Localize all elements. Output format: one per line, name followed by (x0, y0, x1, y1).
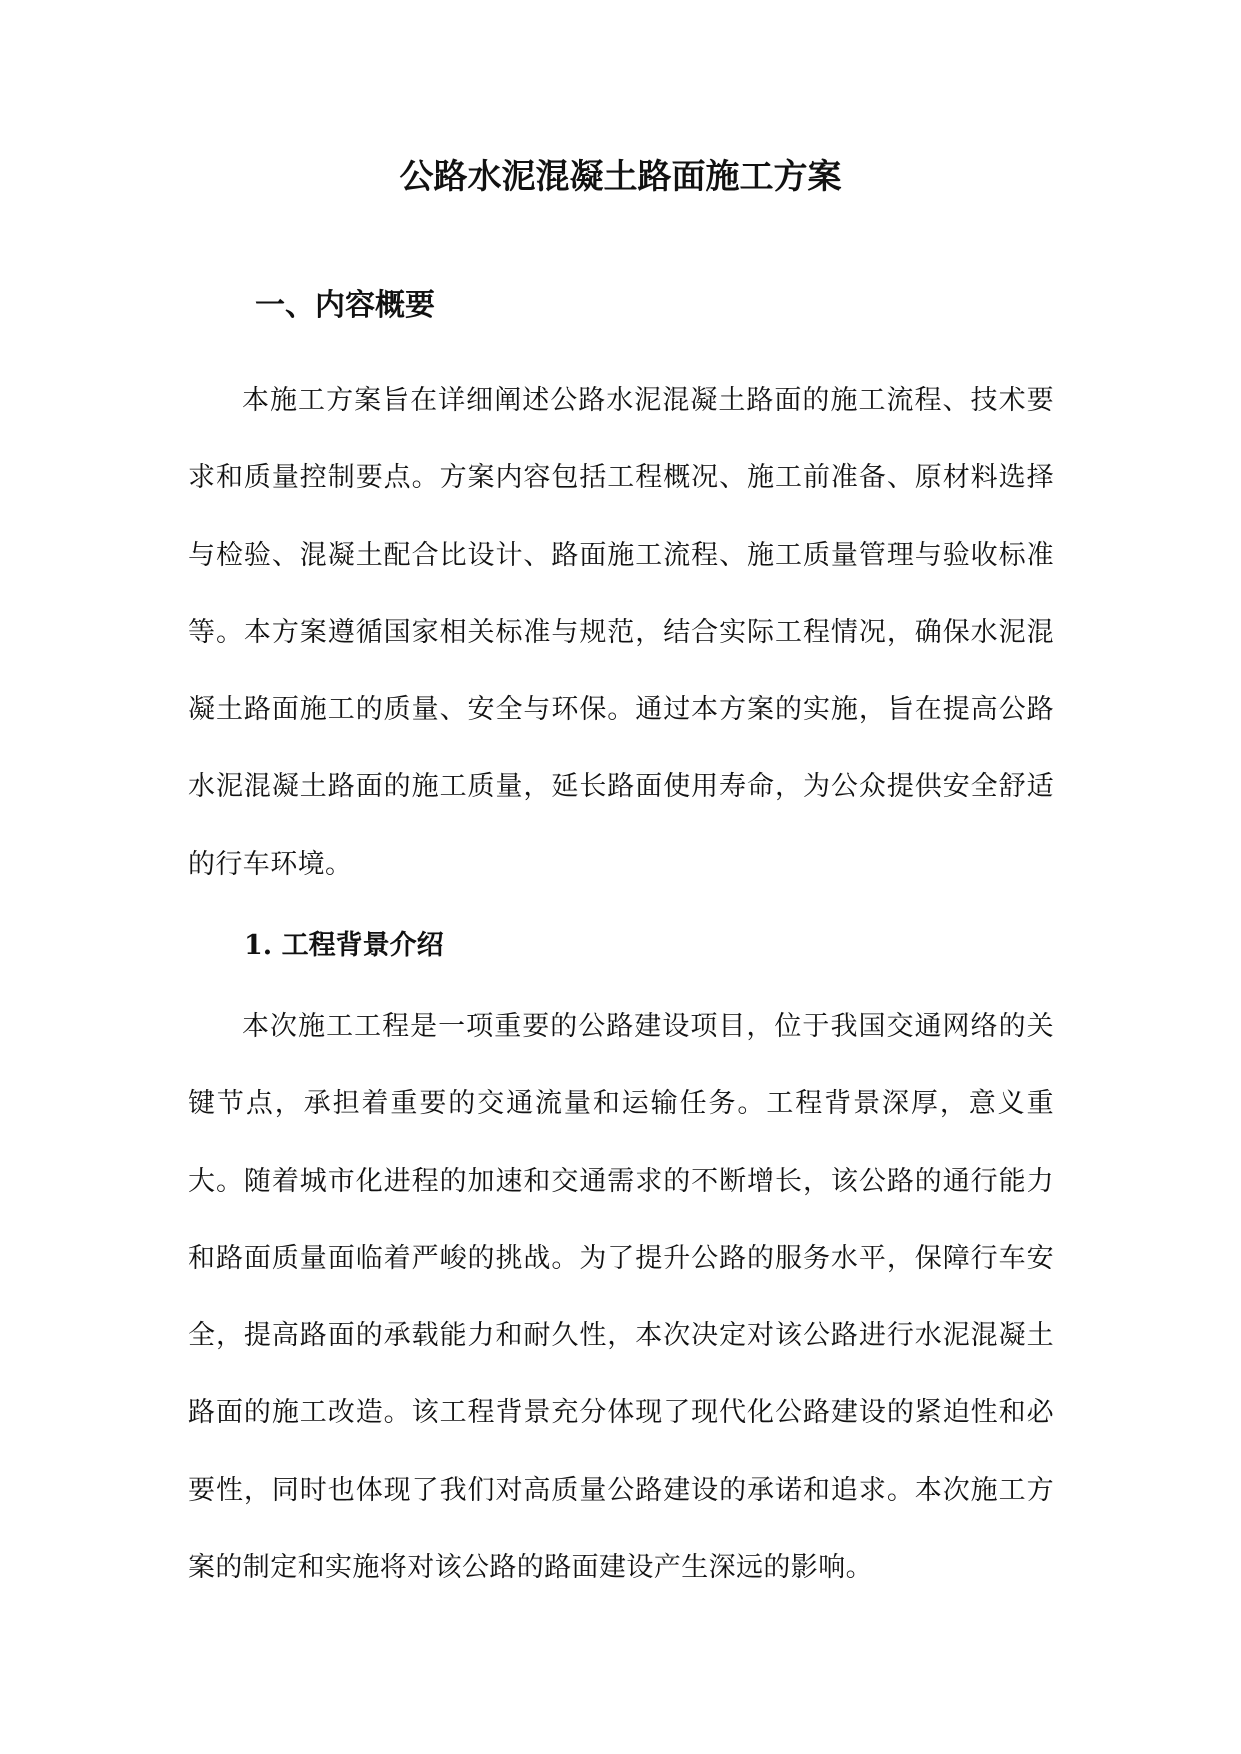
section-heading-background: 1. 工程背景介绍 (244, 930, 444, 961)
section-paragraph-background: 本次施工工程是一项重要的公路建设项目，位于我国交通网络的关键节点，承担着重要的交通流量和运输任务。工程背景深厚，意义重大。随着城市化进程的加速和交通需求的不断增长，该公路的通行能力和路面质量面临着严峻的挑战。为了提升公路的服务水平，保障行车安全，提高路面的承载能力和耐久性，本次决定对该公路进行水泥混凝土路面的施工改造。该工程背景充分体现了现代化公路建设的紧迫性和必要性，同时也体现了我们对高质量公路建设的承诺和追求。本次施工方案的制定和实施将对该公路的路面建设产生深远的影响。 (188, 1011, 1054, 1584)
document-title: 公路水泥混凝土路面施工方案 (399, 157, 842, 197)
section-heading-summary: 一、内容概要 (255, 288, 435, 323)
section-paragraph-summary: 本施工方案旨在详细阐述公路水泥混凝土路面的施工流程、技术要求和质量控制要点。方案内容包括工程概况、施工前准备、原材料选择与检验、混凝土配合比设计、路面施工流程、施工质量管理与验收标准等。本方案遵循国家相关标准与规范，结合实际工程情况，确保水泥混凝土路面施工的质量、安全与环保。通过本方案的实施，旨在提高公路水泥混凝土路面的施工质量，延长路面使用寿命，为公众提供安全舒适的行车环境。 (188, 385, 1054, 880)
